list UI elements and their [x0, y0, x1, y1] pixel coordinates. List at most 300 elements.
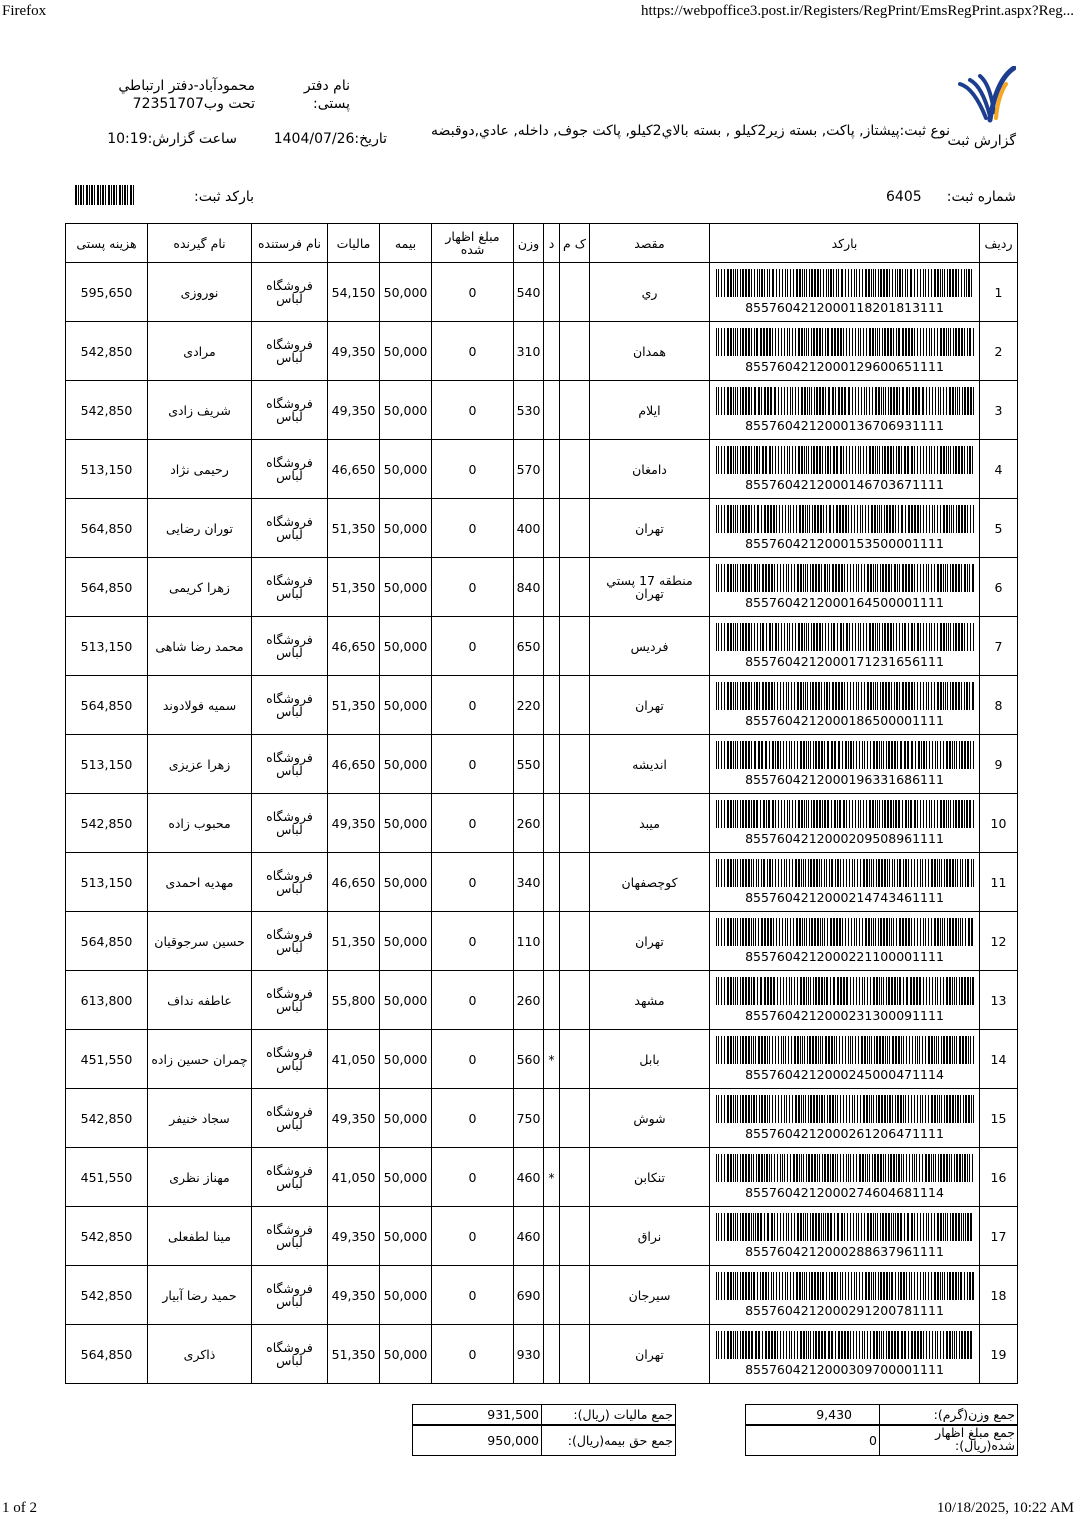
tax-cell: 49,350	[328, 794, 380, 853]
postal-cost-cell: 564,850	[66, 676, 148, 735]
weight-cell: 840	[514, 558, 544, 617]
postal-cost-cell: 542,850	[66, 794, 148, 853]
col-barcode-header: بارکد	[710, 224, 980, 263]
barcode-image	[716, 800, 974, 828]
destination-cell: منطقه 17 پستي تهران	[590, 558, 710, 617]
destination-cell: تهران	[590, 912, 710, 971]
destination-cell: شوش	[590, 1089, 710, 1148]
insurance-cell: 50,000	[380, 853, 432, 912]
postal-cost-cell: 564,850	[66, 912, 148, 971]
barcode-cell	[710, 617, 980, 676]
postal-cost-cell: 595,650	[66, 263, 148, 322]
table-row	[66, 322, 1018, 381]
weight-cell: 460	[514, 1207, 544, 1266]
destination-cell: مشهد	[590, 971, 710, 1030]
barcode-cell	[710, 263, 980, 322]
receiver-cell: مرادی	[148, 322, 252, 381]
sender-cell: فروشگاه لباس	[252, 1148, 328, 1207]
km-cell	[560, 735, 590, 794]
barcode-number: 8557604212000171231656111	[745, 654, 944, 669]
table-row	[66, 912, 1018, 971]
km-cell	[560, 853, 590, 912]
total-weight-box	[745, 1404, 1018, 1426]
total-insurance-value: 950,000	[487, 1433, 539, 1448]
d-cell	[544, 794, 560, 853]
row-number-cell: 10	[980, 794, 1018, 853]
destination-cell: کوچصفهان	[590, 853, 710, 912]
destination-cell: همدان	[590, 322, 710, 381]
sender-cell: فروشگاه لباس	[252, 1089, 328, 1148]
tax-cell: 46,650	[328, 440, 380, 499]
row-number-cell: 12	[980, 912, 1018, 971]
declared-cell: 0	[432, 971, 514, 1030]
table-row	[66, 617, 1018, 676]
col-receiver-header: نام گیرنده	[148, 224, 252, 263]
insurance-cell: 50,000	[380, 1325, 432, 1384]
declared-cell: 0	[432, 1148, 514, 1207]
barcode-image	[716, 623, 974, 651]
km-cell	[560, 794, 590, 853]
post-logo-icon	[956, 66, 1016, 124]
col-postal-cost-header: هزینه پستی	[66, 224, 148, 263]
tax-cell: 41,050	[328, 1148, 380, 1207]
row-number-cell: 9	[980, 735, 1018, 794]
reg-number: 6405	[886, 189, 922, 205]
km-cell	[560, 263, 590, 322]
insurance-cell: 50,000	[380, 676, 432, 735]
table-row	[66, 381, 1018, 440]
barcode-number: 8557604212000309700001111	[745, 1362, 944, 1377]
declared-cell: 0	[432, 1266, 514, 1325]
barcode-number: 8557604212000291200781111	[745, 1303, 944, 1318]
barcode-image	[716, 977, 974, 1005]
barcode-cell	[710, 558, 980, 617]
barcode-number: 8557604212000136706931111	[745, 418, 944, 433]
d-cell	[544, 1266, 560, 1325]
row-number-cell: 16	[980, 1148, 1018, 1207]
km-cell	[560, 381, 590, 440]
sender-cell: فروشگاه لباس	[252, 1325, 328, 1384]
d-cell	[544, 558, 560, 617]
insurance-cell: 50,000	[380, 617, 432, 676]
barcode-cell	[710, 322, 980, 381]
tax-cell: 49,350	[328, 1207, 380, 1266]
receiver-cell: محمد رضا شاهی	[148, 617, 252, 676]
postal-cost-cell: 542,850	[66, 381, 148, 440]
registration-barcode	[75, 185, 135, 205]
insurance-cell: 50,000	[380, 558, 432, 617]
col-km-header: ک م	[560, 224, 590, 263]
row-number-cell: 1	[980, 263, 1018, 322]
col-row-number-header: ردیف	[980, 224, 1018, 263]
barcode-image	[716, 918, 974, 946]
report-time: ساعت گزارش:10:19	[107, 131, 237, 147]
km-cell	[560, 617, 590, 676]
d-cell	[544, 1207, 560, 1266]
barcode-image	[716, 682, 974, 710]
postal-cost-cell: 613,800	[66, 971, 148, 1030]
barcode-image	[716, 446, 974, 474]
print-page-counter: 1 of 2	[2, 1500, 37, 1516]
sender-cell: فروشگاه لباس	[252, 971, 328, 1030]
d-cell	[544, 1325, 560, 1384]
declared-cell: 0	[432, 1089, 514, 1148]
postal-cost-cell: 451,550	[66, 1148, 148, 1207]
postal-cost-cell: 564,850	[66, 499, 148, 558]
km-cell	[560, 1148, 590, 1207]
receiver-cell: مهناز نظری	[148, 1148, 252, 1207]
barcode-cell	[710, 1148, 980, 1207]
d-cell	[544, 440, 560, 499]
declared-cell: 0	[432, 1207, 514, 1266]
barcode-image	[716, 505, 974, 533]
insurance-cell: 50,000	[380, 381, 432, 440]
print-timestamp: 10/18/2025, 10:22 AM	[936, 1500, 1074, 1516]
insurance-cell: 50,000	[380, 971, 432, 1030]
receiver-cell: زهرا عزیزی	[148, 735, 252, 794]
km-cell	[560, 499, 590, 558]
sender-cell: فروشگاه لباس	[252, 617, 328, 676]
receiver-cell: نوروزی	[148, 263, 252, 322]
tax-cell: 51,350	[328, 558, 380, 617]
destination-cell: اندیشه	[590, 735, 710, 794]
barcode-number: 8557604212000288637961111	[745, 1244, 944, 1259]
declared-cell: 0	[432, 322, 514, 381]
col-sender-header: نام فرستنده	[252, 224, 328, 263]
table-row	[66, 794, 1018, 853]
row-number-cell: 3	[980, 381, 1018, 440]
insurance-cell: 50,000	[380, 499, 432, 558]
total-tax-value: 931,500	[487, 1407, 539, 1422]
km-cell	[560, 676, 590, 735]
postal-cost-cell: 564,850	[66, 1325, 148, 1384]
receiver-cell: چمران حسین زاده	[148, 1030, 252, 1089]
postal-cost-cell: 542,850	[66, 1207, 148, 1266]
weight-cell: 650	[514, 617, 544, 676]
km-cell	[560, 1266, 590, 1325]
barcode-image	[716, 859, 974, 887]
row-number-cell: 17	[980, 1207, 1018, 1266]
barcode-image	[716, 328, 974, 356]
destination-cell: ایلام	[590, 381, 710, 440]
declared-cell: 0	[432, 1325, 514, 1384]
table-row	[66, 1266, 1018, 1325]
barcode-image	[716, 1213, 974, 1241]
destination-cell: فردیس	[590, 617, 710, 676]
table-row	[66, 1089, 1018, 1148]
total-weight-label: جمع وزن(گرم):	[933, 1407, 1015, 1422]
d-cell	[544, 971, 560, 1030]
d-cell: *	[544, 1148, 560, 1207]
declared-cell: 0	[432, 735, 514, 794]
postal-cost-cell: 542,850	[66, 322, 148, 381]
d-cell	[544, 1089, 560, 1148]
barcode-number: 8557604212000196331686111	[745, 772, 944, 787]
tax-cell: 49,350	[328, 381, 380, 440]
declared-cell: 0	[432, 381, 514, 440]
table-row	[66, 440, 1018, 499]
destination-cell: تهران	[590, 1325, 710, 1384]
report-title: گزارش ثبت	[947, 133, 1016, 149]
weight-cell: 570	[514, 440, 544, 499]
sender-cell: فروشگاه لباس	[252, 381, 328, 440]
total-insurance-label: جمع حق بیمه(ریال):	[567, 1433, 673, 1448]
barcode-number: 8557604212000164500001111	[745, 595, 944, 610]
total-declared-label: جمع مبلغ اظهار شده(ریال):	[935, 1425, 1015, 1453]
tax-cell: 46,650	[328, 735, 380, 794]
tax-cell: 46,650	[328, 617, 380, 676]
row-number-cell: 4	[980, 440, 1018, 499]
total-weight-value: 9,430	[816, 1407, 852, 1422]
tax-cell: 51,350	[328, 676, 380, 735]
barcode-number: 8557604212000153500001111	[745, 536, 944, 551]
d-cell	[544, 735, 560, 794]
weight-cell: 690	[514, 1266, 544, 1325]
row-number-cell: 15	[980, 1089, 1018, 1148]
row-number-cell: 5	[980, 499, 1018, 558]
table-row	[66, 971, 1018, 1030]
d-cell	[544, 912, 560, 971]
tax-cell: 46,650	[328, 853, 380, 912]
table-row	[66, 1030, 1018, 1089]
col-insurance-header: بیمه	[380, 224, 432, 263]
shipments-table	[65, 223, 1018, 1384]
office-name: محمودآباد-دفتر ارتباطي تحت وب72351707	[118, 78, 255, 112]
destination-cell: بابل	[590, 1030, 710, 1089]
d-cell	[544, 381, 560, 440]
km-cell	[560, 322, 590, 381]
print-url: https://webpoffice3.post.ir/Registers/RegPrint/EmsRegPrint.aspx?Reg...	[640, 3, 1074, 19]
declared-cell: 0	[432, 912, 514, 971]
barcode-cell	[710, 794, 980, 853]
km-cell	[560, 1207, 590, 1266]
d-cell	[544, 676, 560, 735]
sender-cell: فروشگاه لباس	[252, 558, 328, 617]
weight-cell: 550	[514, 735, 544, 794]
tax-cell: 51,350	[328, 912, 380, 971]
barcode-number: 8557604212000261206471111	[745, 1126, 944, 1141]
registration-type: نوع ثبت:پیشتاز, پاکت, بسته زیر2کیلو , بسته بالاي2کیلو, پاکت جوف, داخله, عادي,دوقبضه	[431, 123, 950, 139]
barcode-image	[716, 387, 974, 415]
barcode-cell	[710, 1325, 980, 1384]
sender-cell: فروشگاه لباس	[252, 1207, 328, 1266]
insurance-cell: 50,000	[380, 912, 432, 971]
barcode-cell	[710, 912, 980, 971]
postal-cost-cell: 513,150	[66, 617, 148, 676]
receiver-cell: سمیه فولادوند	[148, 676, 252, 735]
weight-cell: 340	[514, 853, 544, 912]
tax-cell: 49,350	[328, 322, 380, 381]
receiver-cell: شریف زادی	[148, 381, 252, 440]
declared-cell: 0	[432, 794, 514, 853]
postal-cost-cell: 513,150	[66, 735, 148, 794]
destination-cell: میبد	[590, 794, 710, 853]
barcode-cell	[710, 499, 980, 558]
sender-cell: فروشگاه لباس	[252, 1266, 328, 1325]
weight-cell: 460	[514, 1148, 544, 1207]
km-cell	[560, 971, 590, 1030]
tax-cell: 55,800	[328, 971, 380, 1030]
postal-cost-cell: 513,150	[66, 440, 148, 499]
tax-cell: 49,350	[328, 1089, 380, 1148]
d-cell	[544, 322, 560, 381]
receiver-cell: محبوب زاده	[148, 794, 252, 853]
table-header-row	[66, 224, 1018, 263]
insurance-cell: 50,000	[380, 322, 432, 381]
insurance-cell: 50,000	[380, 1266, 432, 1325]
table-row	[66, 853, 1018, 912]
barcode-number: 8557604212000118201813111	[745, 300, 944, 315]
postal-cost-cell: 542,850	[66, 1089, 148, 1148]
insurance-cell: 50,000	[380, 1089, 432, 1148]
total-insurance-box	[412, 1424, 676, 1456]
weight-cell: 260	[514, 971, 544, 1030]
barcode-image	[716, 1036, 974, 1064]
tax-cell: 54,150	[328, 263, 380, 322]
report-date: تاریخ:1404/07/26	[273, 131, 387, 147]
declared-cell: 0	[432, 558, 514, 617]
col-d-header: د	[544, 224, 560, 263]
insurance-cell: 50,000	[380, 440, 432, 499]
barcode-cell	[710, 1207, 980, 1266]
km-cell	[560, 1325, 590, 1384]
row-number-cell: 19	[980, 1325, 1018, 1384]
insurance-cell: 50,000	[380, 794, 432, 853]
destination-cell: ري	[590, 263, 710, 322]
receiver-cell: ذاکری	[148, 1325, 252, 1384]
receiver-cell: حمید رضا آبیار	[148, 1266, 252, 1325]
declared-cell: 0	[432, 617, 514, 676]
receiver-cell: زهرا کریمی	[148, 558, 252, 617]
sender-cell: فروشگاه لباس	[252, 794, 328, 853]
destination-cell: سیرجان	[590, 1266, 710, 1325]
declared-cell: 0	[432, 853, 514, 912]
insurance-cell: 50,000	[380, 263, 432, 322]
barcode-number: 8557604212000245000471114	[745, 1067, 944, 1082]
weight-cell: 930	[514, 1325, 544, 1384]
row-number-cell: 11	[980, 853, 1018, 912]
weight-cell: 110	[514, 912, 544, 971]
table-row	[66, 499, 1018, 558]
destination-cell: نراق	[590, 1207, 710, 1266]
barcode-number: 8557604212000231300091111	[745, 1008, 944, 1023]
declared-cell: 0	[432, 499, 514, 558]
barcode-cell	[710, 1030, 980, 1089]
d-cell	[544, 853, 560, 912]
barcode-number: 8557604212000209508961111	[745, 831, 944, 846]
barcode-number: 8557604212000214743461111	[745, 890, 944, 905]
receiver-cell: مهدیه احمدی	[148, 853, 252, 912]
tax-cell: 51,350	[328, 499, 380, 558]
row-number-cell: 8	[980, 676, 1018, 735]
receiver-cell: رحیمی نژاد	[148, 440, 252, 499]
destination-cell: تنکابن	[590, 1148, 710, 1207]
weight-cell: 310	[514, 322, 544, 381]
barcode-number: 8557604212000274604681114	[745, 1185, 944, 1200]
receiver-cell: عاطفه نداف	[148, 971, 252, 1030]
sender-cell: فروشگاه لباس	[252, 263, 328, 322]
weight-cell: 260	[514, 794, 544, 853]
office-label: نام دفتر پستی:	[303, 78, 350, 112]
d-cell	[544, 617, 560, 676]
weight-cell: 400	[514, 499, 544, 558]
d-cell: *	[544, 1030, 560, 1089]
sender-cell: فروشگاه لباس	[252, 676, 328, 735]
table-row	[66, 558, 1018, 617]
sender-cell: فروشگاه لباس	[252, 853, 328, 912]
total-declared-value: 0	[869, 1433, 877, 1448]
total-tax-label: جمع مالیات (ریال):	[573, 1407, 673, 1422]
barcode-image	[716, 1095, 974, 1123]
declared-cell: 0	[432, 440, 514, 499]
sender-cell: فروشگاه لباس	[252, 1030, 328, 1089]
sender-cell: فروشگاه لباس	[252, 322, 328, 381]
km-cell	[560, 1030, 590, 1089]
km-cell	[560, 1089, 590, 1148]
total-tax-box	[412, 1404, 676, 1426]
receiver-cell: سجاد خنیفر	[148, 1089, 252, 1148]
tax-cell: 49,350	[328, 1266, 380, 1325]
barcode-cell	[710, 440, 980, 499]
insurance-cell: 50,000	[380, 1207, 432, 1266]
total-declared-box	[745, 1424, 1018, 1456]
weight-cell: 220	[514, 676, 544, 735]
barcode-image	[716, 1154, 974, 1182]
barcode-cell	[710, 381, 980, 440]
declared-cell: 0	[432, 676, 514, 735]
barcode-image	[716, 741, 974, 769]
barcode-cell	[710, 676, 980, 735]
km-cell	[560, 440, 590, 499]
reg-number-label: شماره ثبت:	[946, 189, 1016, 205]
d-cell	[544, 499, 560, 558]
col-destination-header: مقصد	[590, 224, 710, 263]
barcode-number: 8557604212000186500001111	[745, 713, 944, 728]
row-number-cell: 14	[980, 1030, 1018, 1089]
print-app-name: Firefox	[2, 3, 47, 19]
receiver-cell: حسین سرجوقیان	[148, 912, 252, 971]
weight-cell: 750	[514, 1089, 544, 1148]
barcode-number: 8557604212000129600651111	[745, 359, 944, 374]
row-number-cell: 2	[980, 322, 1018, 381]
table-row	[66, 1148, 1018, 1207]
sender-cell: فروشگاه لباس	[252, 735, 328, 794]
barcode-image	[716, 1272, 974, 1300]
col-declared-header: مبلغ اظهار شده	[432, 224, 514, 263]
col-tax-header: مالیات	[328, 224, 380, 263]
barcode-image	[716, 1331, 974, 1359]
tax-cell: 51,350	[328, 1325, 380, 1384]
receiver-cell: مینا لطفعلی	[148, 1207, 252, 1266]
table-row	[66, 1325, 1018, 1384]
barcode-cell	[710, 971, 980, 1030]
sender-cell: فروشگاه لباس	[252, 499, 328, 558]
insurance-cell: 50,000	[380, 735, 432, 794]
col-weight-header: وزن	[514, 224, 544, 263]
insurance-cell: 50,000	[380, 1030, 432, 1089]
declared-cell: 0	[432, 1030, 514, 1089]
d-cell	[544, 263, 560, 322]
destination-cell: دامغان	[590, 440, 710, 499]
barcode-image	[716, 269, 974, 297]
barcode-number: 8557604212000146703671111	[745, 477, 944, 492]
row-number-cell: 7	[980, 617, 1018, 676]
table-row	[66, 676, 1018, 735]
destination-cell: تهران	[590, 676, 710, 735]
tax-cell: 41,050	[328, 1030, 380, 1089]
weight-cell: 540	[514, 263, 544, 322]
sender-cell: فروشگاه لباس	[252, 912, 328, 971]
